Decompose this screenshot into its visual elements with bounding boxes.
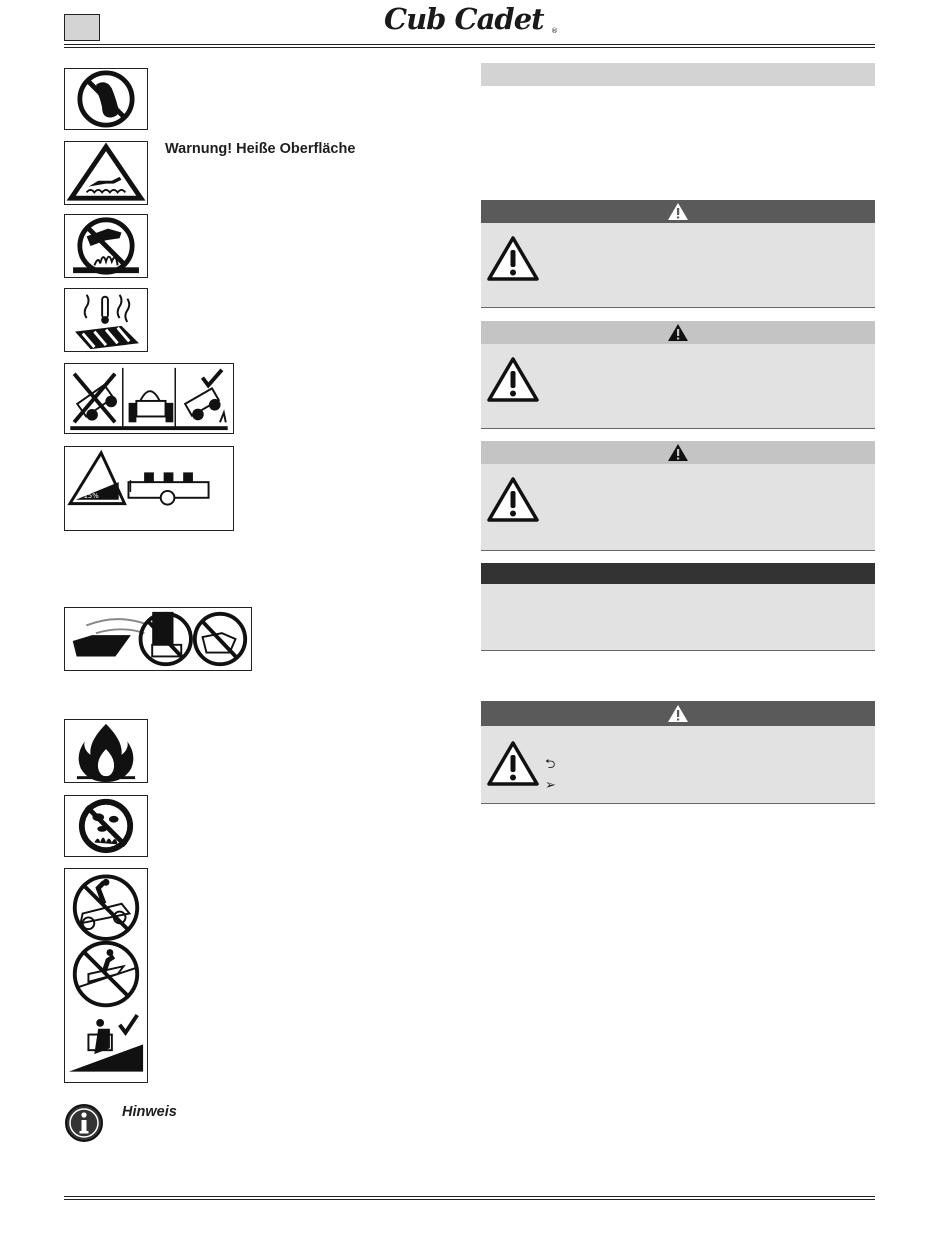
footer-rule-inner xyxy=(64,1199,875,1200)
slope-rider-safety-icon xyxy=(64,868,148,1083)
no-hand-near-fire-icon xyxy=(64,214,148,278)
warning-triangle-icon xyxy=(667,443,689,462)
return-arrow-icon: ⮌ xyxy=(545,756,556,771)
flammable-fire-icon xyxy=(64,719,148,783)
no-foot-under-deck-icon xyxy=(64,68,148,130)
no-leaves-fire-icon xyxy=(64,795,148,857)
warning-panel-1 xyxy=(481,200,875,308)
slope-load-weights-icon xyxy=(64,446,234,531)
warning-triangle-icon xyxy=(667,704,689,723)
warning-triangle-icon xyxy=(487,356,539,402)
warning-header-dark xyxy=(481,701,875,726)
warning-body xyxy=(481,726,875,804)
svg-text:Cub Cadet: Cub Cadet xyxy=(384,2,544,36)
svg-text:®: ® xyxy=(551,27,558,35)
slope-percent-label: 15% xyxy=(83,491,99,500)
header-rule xyxy=(64,44,875,45)
brand-logo xyxy=(382,2,562,36)
header-rule-inner xyxy=(64,47,875,48)
warning-panel-4 xyxy=(481,701,875,804)
notice-body xyxy=(481,584,875,651)
section-heading-bar xyxy=(481,63,875,86)
arrow-bullet-icon: ➢ xyxy=(545,777,556,792)
notice-panel xyxy=(481,563,875,651)
notice-header xyxy=(481,563,875,584)
note-label: Hinweis xyxy=(122,1104,177,1120)
warning-body xyxy=(481,464,875,551)
warning-body xyxy=(481,223,875,308)
warning-header-light xyxy=(481,441,875,464)
hot-surface-warning-icon xyxy=(64,141,148,205)
hot-surface-label: Warnung! Heiße Oberfläche xyxy=(165,141,356,157)
no-hand-foot-in-blades-icon xyxy=(64,607,252,671)
warning-triangle-icon xyxy=(487,740,539,786)
warning-panel-3 xyxy=(481,441,875,551)
warning-body xyxy=(481,344,875,429)
warning-header-light xyxy=(481,321,875,344)
hot-ground-heat-icon xyxy=(64,288,148,352)
warning-triangle-icon xyxy=(487,235,539,281)
warning-header-dark xyxy=(481,200,875,223)
warning-triangle-icon xyxy=(487,476,539,522)
tilt-tractor-check-icon xyxy=(64,363,234,434)
footer-rule xyxy=(64,1196,875,1197)
info-icon xyxy=(64,1103,104,1143)
page-number-tab xyxy=(64,14,100,41)
warning-triangle-icon xyxy=(667,323,689,342)
warning-triangle-icon xyxy=(667,202,689,221)
warning-panel-2 xyxy=(481,321,875,429)
